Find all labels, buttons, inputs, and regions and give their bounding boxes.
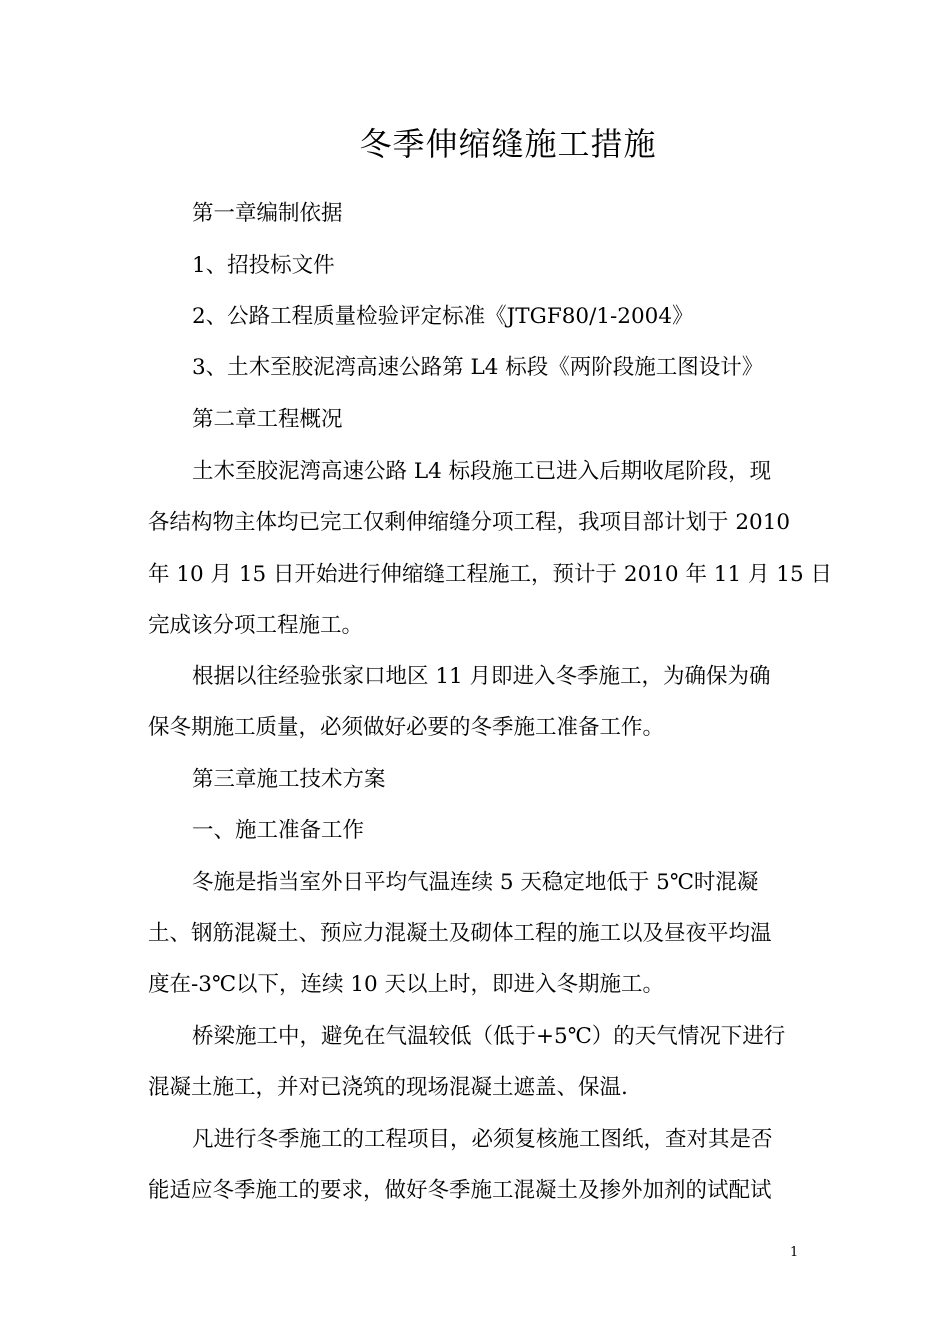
document-title: 冬季伸缩缝施工措施 bbox=[359, 125, 657, 163]
list-item: 3、土木至胶泥湾高速公路第 L4 标段《两阶段施工图设计》 bbox=[192, 355, 764, 380]
list-item: 2、公路工程质量检验评定标准《JTGF80/1-2004》 bbox=[192, 304, 694, 329]
paragraph-line: 各结构物主体均已完工仅剩伸缩缝分项工程，我项目部计划于 2010 bbox=[148, 510, 791, 535]
section-heading: 一、施工准备工作 bbox=[192, 818, 365, 843]
paragraph-line: 完成该分项工程施工。 bbox=[148, 613, 364, 638]
chapter-heading: 第二章工程概况 bbox=[192, 407, 343, 432]
paragraph-line: 年 10 月 15 日开始进行伸缩缝工程施工，预计于 2010 年 11 月 15 日 bbox=[148, 562, 832, 587]
paragraph-line: 保冬期施工质量，必须做好必要的冬季施工准备工作。 bbox=[148, 715, 665, 740]
page-number: 1 bbox=[790, 1245, 799, 1260]
paragraph-line: 度在-3℃以下，连续 10 天以上时，即进入冬期施工。 bbox=[148, 972, 665, 997]
paragraph-line: 土、钢筋混凝土、预应力混凝土及砌体工程的施工以及昼夜平均温 bbox=[148, 921, 772, 946]
list-item: 1、招投标文件 bbox=[192, 253, 335, 278]
paragraph-line: 能适应冬季施工的要求，做好冬季施工混凝土及掺外加剂的试配试 bbox=[148, 1178, 772, 1203]
chapter-heading: 第三章施工技术方案 bbox=[192, 767, 386, 792]
chapter-heading: 第一章编制依据 bbox=[192, 201, 343, 226]
paragraph-line: 冬施是指当室外日平均气温连续 5 天稳定地低于 5℃时混凝 bbox=[192, 870, 759, 895]
paragraph-line: 混凝土施工，并对已浇筑的现场混凝土遮盖、保温. bbox=[148, 1075, 628, 1100]
paragraph-line: 桥梁施工中，避免在气温较低（低于+5℃）的天气情况下进行 bbox=[192, 1024, 786, 1049]
paragraph-line: 凡进行冬季施工的工程项目，必须复核施工图纸，查对其是否 bbox=[192, 1127, 773, 1152]
paragraph-line: 土木至胶泥湾高速公路 L4 标段施工已进入后期收尾阶段，现 bbox=[192, 459, 772, 484]
paragraph-line: 根据以往经验张家口地区 11 月即进入冬季施工，为确保为确 bbox=[192, 664, 771, 689]
